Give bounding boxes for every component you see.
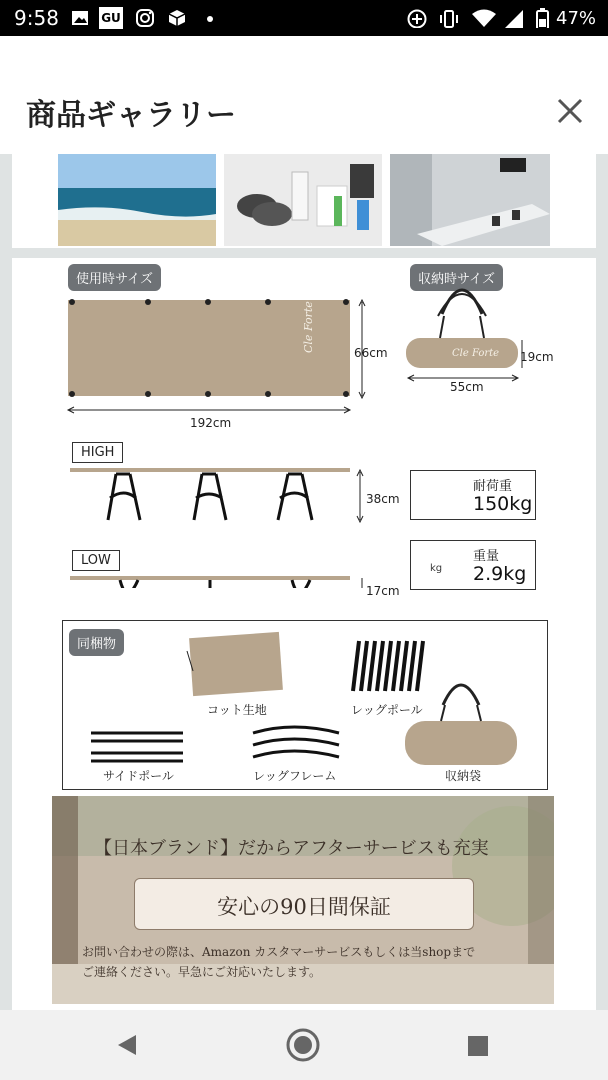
included-items-illustrations xyxy=(63,621,547,789)
banner-note-line-2: ご連絡ください。早急にご対応いたします。 xyxy=(82,965,322,979)
gallery-header xyxy=(0,36,608,154)
gallery-scroll-area[interactable] xyxy=(0,154,608,1010)
low-label: LOW xyxy=(72,550,120,571)
android-nav-bar xyxy=(0,1010,608,1080)
battery-percent: 47% xyxy=(556,8,597,29)
beach-photo[interactable] xyxy=(58,154,216,246)
more-notifications-dot-icon xyxy=(204,8,216,28)
included-item-leg-pole: レッグポール xyxy=(351,703,423,717)
low-legs xyxy=(120,580,310,588)
load-capacity-label: 耐荷重 xyxy=(473,479,513,494)
guarantee-ribbon xyxy=(134,878,474,930)
cot-length-dimension: 192cm xyxy=(190,416,232,430)
back-icon[interactable] xyxy=(114,1032,140,1058)
banner-note xyxy=(82,942,475,982)
included-item-side-pole: サイドポール xyxy=(103,769,174,783)
home-icon[interactable] xyxy=(286,1028,320,1062)
included-items-title: 同梱物 xyxy=(69,629,124,656)
included-item-fabric: コット生地 xyxy=(207,703,267,717)
bag-width-dimension: 55cm xyxy=(450,380,484,394)
vibrate-icon xyxy=(438,8,460,28)
load-capacity-value: 150kg xyxy=(473,493,533,515)
meeting-room-photo[interactable] xyxy=(390,154,550,246)
wifi-icon xyxy=(471,8,497,28)
gallery-notification-icon xyxy=(70,8,90,28)
recents-icon[interactable] xyxy=(466,1034,490,1058)
high-label: HIGH xyxy=(72,442,123,463)
storage-size-label: 収納時サイズ xyxy=(410,264,503,291)
included-item-storage-bag: 収納袋 xyxy=(445,769,482,783)
page-title: 商品ギャラリー xyxy=(26,98,236,133)
box-app-icon xyxy=(167,8,187,28)
spec-diagram xyxy=(12,258,596,588)
weight-box xyxy=(410,540,536,590)
weight-label: 重量 xyxy=(473,549,500,564)
battery-icon xyxy=(536,8,550,28)
low-height-dimension: 17cm xyxy=(366,584,400,598)
load-capacity-box xyxy=(410,470,536,520)
high-legs xyxy=(108,474,312,520)
cot-width-dimension: 66cm xyxy=(354,346,388,360)
bag-height-dimension: 19cm xyxy=(520,350,554,364)
cot-logo: Cle Forte xyxy=(302,301,315,353)
close-icon[interactable] xyxy=(552,93,588,129)
guarantee-text: 安心の90日間保証 xyxy=(217,895,391,919)
data-saver-icon xyxy=(406,8,428,28)
weight-icon-kg-text: kg xyxy=(430,563,443,574)
status-bar xyxy=(0,0,608,36)
included-items-box xyxy=(62,620,548,790)
amenities-photo[interactable] xyxy=(224,154,382,246)
photo-thumbnails xyxy=(12,154,596,248)
weight-value: 2.9kg xyxy=(473,563,527,585)
warranty-banner xyxy=(52,796,554,1004)
instagram-icon xyxy=(135,8,155,28)
gu-notification-icon: GU xyxy=(99,7,123,29)
banner-note-line-1: お問い合わせの際は、Amazon カスタマーサービスもしくは当shopまで xyxy=(82,945,476,959)
included-item-leg-frame: レッグフレーム xyxy=(253,769,337,783)
clock: 9:58 xyxy=(14,6,59,30)
banner-headline: 【日本ブランド】だからアフターサービスも充実 xyxy=(94,838,489,859)
usage-size-label: 使用時サイズ xyxy=(68,264,161,291)
high-height-dimension: 38cm xyxy=(366,492,400,506)
svg-text:Cle Forte: Cle Forte xyxy=(452,348,500,359)
cellular-signal-icon xyxy=(503,8,525,28)
kg-icon-text: kg xyxy=(429,473,442,484)
photo-strip xyxy=(12,154,596,248)
